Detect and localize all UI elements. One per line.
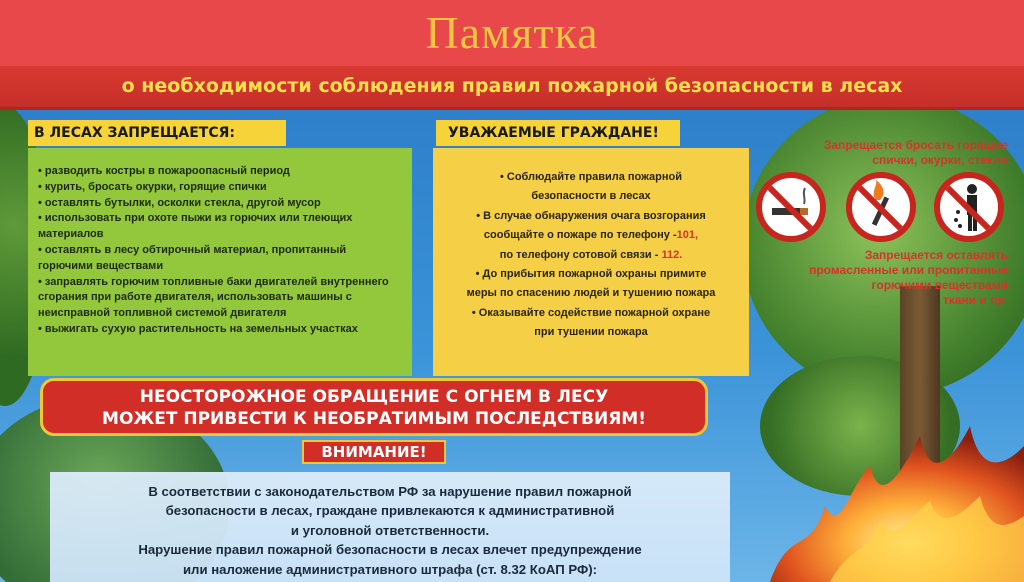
list-item: • разводить костры в пожароопасный период [38,164,402,180]
note-no-throwing [770,138,1008,168]
list-item: • выжигать сухую растительность на земельных участках [38,322,402,338]
note-line: Запрещается бросать горящие [823,138,1008,152]
citizens-line-mobile [441,246,741,265]
list-item: • оставлять бутылки, осколки стекла, другой мусор [38,196,402,212]
law-line: и уголовной ответственности. [290,522,490,538]
citizens-line: • Оказывайте содействие пожарной охране [471,306,711,319]
list-item: • курить, бросать окурки, горящие спички [38,180,402,196]
citizens-line: • До прибытия пожарной охраны примите [475,268,707,281]
no-littering-sign-icon [934,172,1004,242]
warning-line: НЕОСТОРОЖНОЕ ОБРАЩЕНИЕ С ОГНЕМ В ЛЕСУ [139,387,609,407]
citizens-line: меры по спасению людей и тушению пожара [466,287,716,300]
phone-number-101: 101, [676,229,699,242]
citizens-line-text: по телефону сотовой связи - [499,248,659,261]
note-line: Запрещается оставлять [864,248,1008,262]
law-line: Нарушение правил пожарной безопасности в лесах влечет предупреждение [138,542,642,558]
poster-subtitle: о необходимости соблюдения правил пожарной безопасности в лесах [121,75,903,97]
law-line: или наложение административного штрафа (ст. 8.32 КоАП РФ): [182,561,598,577]
warning-banner [40,378,708,436]
prohibited-heading: В ЛЕСАХ ЗАПРЕЩАЕТСЯ: [28,120,286,146]
fire-flames [770,406,1024,582]
list-item: • использовать при охоте пыжи из горючих или тлеющих материалов [38,211,402,243]
phone-number-112: 112. [661,248,683,261]
note-line: промасленные или пропитанные [809,263,1008,277]
citizens-line: безопасности в лесах [531,190,651,203]
title-bar [0,0,1024,66]
subtitle-band [0,66,1024,110]
law-line: безопасности в лесах, граждане привлекаются к административной [165,503,615,519]
citizens-heading: УВАЖАЕМЫЕ ГРАЖДАНЕ! [436,120,680,146]
list-item: • оставлять в лесу обтирочный материал, пропитанный горючими веществами [38,243,402,275]
list-item: • заправлять горючим топливные баки двигателей внутреннего сгорания при работе двигателя, использовать машины с неисправной топливной системой двигателя [38,275,402,322]
citizens-panel [433,148,749,376]
prohibited-panel [28,148,412,376]
fire-safety-poster [0,66,1024,582]
citizens-line-text: сообщайте о пожаре по телефону - [483,229,677,242]
warning-line: МОЖЕТ ПРИВЕСТИ К НЕОБРАТИМЫМ ПОСЛЕДСТВИЯМ! [102,409,646,429]
citizens-line: • В случае обнаружения очага возгорания [476,209,706,222]
note-line: ткани и пр. [942,293,1008,307]
note-no-oily-rags [770,248,1008,308]
no-smoking-sign-icon [756,172,826,242]
citizens-line: при тушении пожара [534,326,648,339]
page-title: Памятка [425,7,599,58]
law-text-block [50,472,730,582]
note-line: горючими веществами [871,278,1008,292]
citizens-line-phone [441,226,741,245]
law-line: В соответствии с законодательством РФ за нарушение правил пожарной [148,484,632,499]
note-line: спички, окурки, стекло [872,153,1008,167]
prohibited-list [38,164,402,338]
no-matches-sign-icon [846,172,916,242]
attention-label: ВНИМАНИЕ! [302,440,446,464]
citizens-line: • Соблюдайте правила пожарной [499,171,683,183]
